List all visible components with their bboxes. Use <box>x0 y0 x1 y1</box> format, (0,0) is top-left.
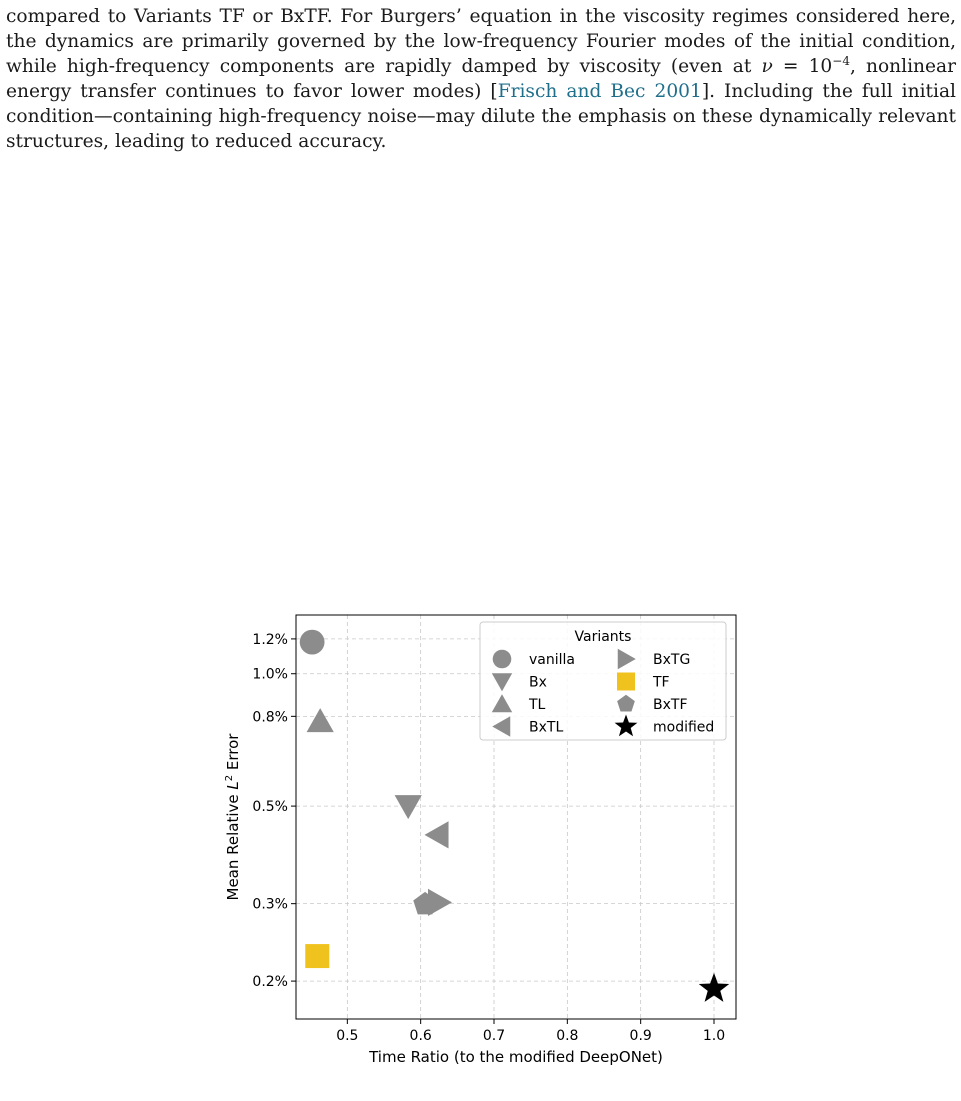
x-tick-label: 0.9 <box>629 1028 652 1044</box>
citation-link[interactable]: Frisch and Bec 2001 <box>497 81 702 102</box>
y-axis-label: Mean Relative $L^2$ Error <box>224 733 242 901</box>
x-tick-label: 1.0 <box>702 1028 726 1044</box>
x-axis-label: Time Ratio (to the modified DeepONet) <box>369 1048 663 1066</box>
data-point-BxTL <box>425 821 449 848</box>
legend-label-BxTF: BxTF <box>653 697 688 713</box>
x-tick-label: 0.5 <box>336 1028 359 1044</box>
y-tick-label: 0.5% <box>252 799 288 816</box>
nu-symbol: ν <box>761 56 773 77</box>
legend-label-BxTG: BxTG <box>653 652 691 668</box>
data-point-Bx <box>395 795 422 819</box>
legend-label-Bx: Bx <box>529 674 547 691</box>
equation-text: = 10 <box>772 56 833 77</box>
x-tick-label: 0.8 <box>556 1028 579 1044</box>
legend-label-TF: TF <box>653 674 670 691</box>
legend-label-modified: modified <box>653 719 715 736</box>
exponent: −4 <box>832 54 850 68</box>
paragraph-text-2: , nonlinear energy transfer continues to favor lower modes) [ <box>6 56 957 102</box>
paragraph-text-1: compared to Variants TF or BxTF. For Burgers’ equation in the viscosity regimes considered here, the dynamics are primarily governed by the low-frequency Fourier modes of the initial condition, while high-frequency components are rapidly damped by viscosity (even at <box>6 6 956 77</box>
x-tick-label: 0.6 <box>409 1028 432 1044</box>
legend-title: Variants <box>574 629 632 645</box>
data-point-vanilla <box>300 630 325 655</box>
paragraph-text-3: ]. Including the full initial condition—containing high-frequency noise—may dilute the emphasis on these dynamically relevant structures, leading to reduced accuracy. <box>6 81 956 152</box>
legend-marker-TF <box>617 673 635 691</box>
y-tick-label: 0.3% <box>252 896 288 913</box>
legend-label-vanilla: vanilla <box>529 652 575 668</box>
y-tick-label: 1.0% <box>252 666 288 683</box>
legend-marker-vanilla <box>493 650 512 669</box>
data-point-TF <box>305 944 329 968</box>
data-point-TL <box>307 708 334 732</box>
data-point-modified <box>699 973 729 1002</box>
y-tick-label: 1.2% <box>252 631 288 648</box>
y-tick-label: 0.2% <box>252 974 288 991</box>
y-tick-label: 0.8% <box>252 709 288 726</box>
legend-label-TL: TL <box>529 697 546 713</box>
legend-label-BxTL: BxTL <box>529 719 564 736</box>
x-tick-label: 0.7 <box>482 1028 506 1044</box>
